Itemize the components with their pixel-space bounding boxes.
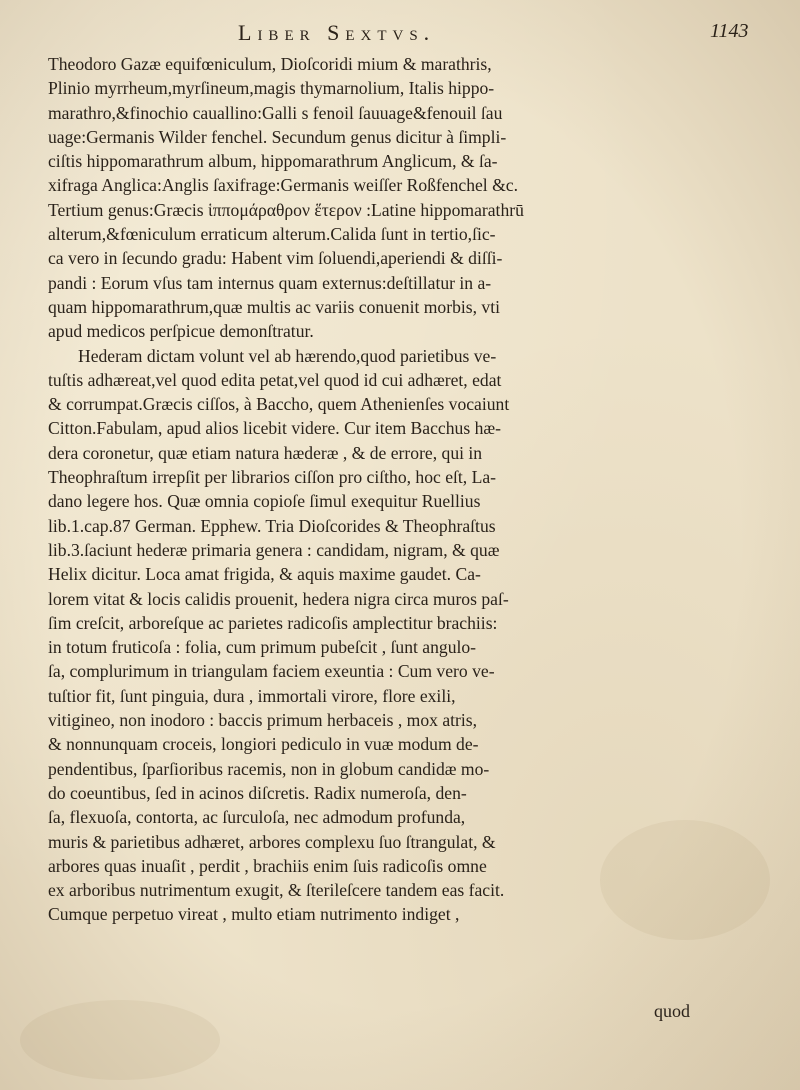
text-line: Helix dicitur. Loca amat frigida, & aquis maxime gaudet. Ca- (48, 564, 481, 585)
text-line: & nonnunquam croceis, longiori pediculo in vuæ modum de- (48, 734, 479, 755)
text-line: ciſtis hippomarathrum album, hippomarathrum Anglicum, & ſa- (48, 151, 498, 172)
text-line: Plinio myrrheum,myrſineum,magis thymarnolium, Italis hippo- (48, 78, 495, 99)
text-line: ex arboribus nutrimentum exugit, & ſterileſcere tandem eas facit. (48, 880, 505, 901)
text-line: ſim creſcit, arboreſque ac parietes radicoſis amplectitur brachiis: (48, 612, 498, 633)
text-line: do coeuntibus, ſed in acinos diſcretis. Radix numeroſa, den- (48, 782, 467, 803)
text-line: marathro,&finochio cauallino:Galli s fenoil ſauuage&fenouil ſau (48, 102, 503, 123)
catchword: quod (654, 1001, 690, 1021)
text-line: lib.1.cap.87 German. Epphew. Tria Dioſcorides & Theophraſtus (48, 515, 496, 536)
text-line: tuſtior fit, ſunt pinguia, dura , immortali virore, flore exili, (48, 685, 456, 706)
text-line: ſa, flexuoſa, contorta, ac ſurculoſa, nec admodum profunda, (48, 807, 466, 828)
text-line: ſa, complurimum in triangulam faciem exeuntia : Cum vero ve- (48, 661, 495, 682)
text-line: & corrumpat.Græcis ciſſos, à Baccho, quem Athenienſes vocaiunt (48, 394, 510, 415)
text-line: Theophraſtum irrepſit per librarios ciſſon pro ciſtho, hoc eſt, La- (48, 467, 497, 488)
text-line: vitigineo, non inodoro : baccis primum herbaceis , mox atris, (48, 710, 478, 731)
book-page (48, 6, 778, 1086)
text-line: alterum,&fœniculum erraticum alterum.Calida ſunt in tertio,ſic- (48, 224, 496, 245)
text-line: dera coronetur, quæ etiam natura hæderæ , & de errore, qui in (48, 442, 483, 463)
text-line: arbores quas inuaſit , perdit , brachiis enim ſuis radicoſis omne (48, 855, 487, 876)
text-line: muris & parietibus adhæret, arbores complexu ſuo ſtrangulat, & (48, 831, 496, 852)
text-line: pandi : Eorum vſus tam internus quam externus:deſtillatur in a- (48, 272, 492, 293)
running-head (48, 6, 778, 52)
running-title: Liber Sextvs. (238, 20, 436, 45)
text-line: Citton.Fabulam, apud alios licebit videre. Cur item Bacchus hæ- (48, 418, 501, 439)
text-line: pendentibus, ſparſioribus racemis, non in globum candidæ mo- (48, 758, 490, 779)
body-text (48, 52, 778, 927)
page-number: 1143 (710, 20, 749, 42)
text-line: Theodoro Gazæ equifœniculum, Dioſcoridi mium & marathris, (48, 54, 492, 74)
text-line: Cumque perpetuo vireat , multo etiam nutrimento indiget , (48, 904, 460, 925)
text-line: ca vero in ſecundo gradu: Habent vim ſoluendi,aperiendi & diſſi- (48, 248, 503, 269)
text-line: in totum fruticoſa : folia, cum primum pubeſcit , ſunt angulo- (48, 637, 477, 658)
text-line: apud medicos perſpicue demonſtratur. (48, 321, 314, 342)
text-line: uage:Germanis Wilder fenchel. Secundum genus dicitur à ſimpli- (48, 126, 507, 147)
text-line: lib.3.ſaciunt hederæ primaria genera : candidam, nigram, & quæ (48, 539, 500, 560)
paragraph-start-line: Hederam dictam volunt vel ab hærendo,quod parietibus ve- (78, 345, 497, 366)
text-line: dano legere hos. Quæ omnia copioſe ſimul exequitur Ruellius (48, 491, 481, 512)
text-line: xifraga Anglica:Anglis ſaxifrage:Germanis weiſſer Roßfenchel &c. (48, 175, 518, 196)
text-line: tuſtis adhæreat,vel quod edita petat,vel quod id cui adhæret, edat (48, 369, 502, 390)
text-line: Tertium genus:Græcis ἱππομάραθρον ἕτερον :Latine hippomarathrū (48, 199, 524, 220)
text-line: lorem vitat & locis calidis prouenit, hedera nigra circa muros paſ- (48, 588, 509, 609)
text-line: quam hippomarathrum,quæ multis ac variis conuenit morbis, vti (48, 296, 500, 317)
